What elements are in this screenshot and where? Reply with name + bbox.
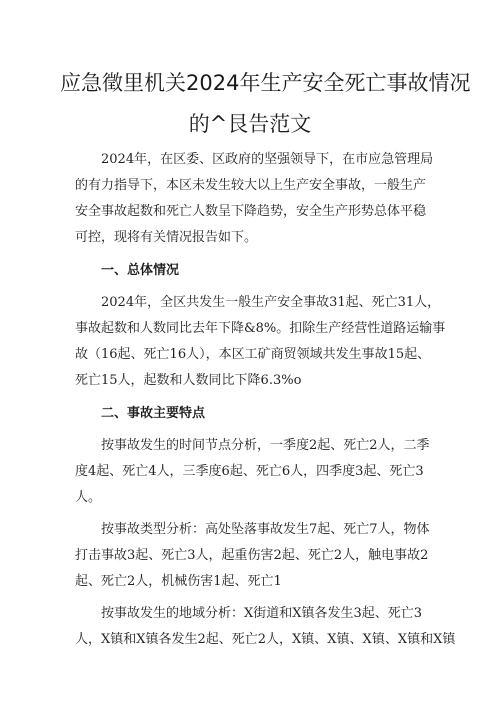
section2-p2-line-1: 按事故类型分析：高处坠落事故发生7起、死亡7人，物体 (101, 522, 430, 537)
intro-line-4: 可控，现将有关情况报告如下。 (75, 230, 258, 245)
section2-p3-line-1: 按事故发生的地域分析：X街道和X镇各发生3起、死亡3 (101, 606, 423, 621)
document-title-line-1: 应急徵里机关2024年生产安全死亡事故情况 (60, 71, 471, 95)
section1-line-4: 死亡15人，起数和人数同比下降6.3%o (75, 373, 302, 388)
section2-p2-line-3: 起、死亡2人，机械伤害1起、死亡1 (75, 574, 282, 589)
section1-line-2: 事故起数和人数同比去年下降&8%。扣除生产经营性道路运输事 (75, 321, 446, 336)
section2-p1-line-2: 度4起、死亡4人，三季度6起、死亡6人，四季度3起、死亡3 (75, 464, 424, 479)
document-title-line-2: 的^艮告范文 (188, 112, 312, 136)
section1-line-3: 故（16起、死亡16人），本区工矿商贸领域共发生事故15起、 (75, 347, 431, 362)
intro-line-1: 2024年，在区委、区政府的坚强领导下，在市应急管理局 (101, 152, 434, 167)
section2-p1-line-1: 按事故发生的时间节点分析，一季度2起、死亡2人，二季 (101, 438, 430, 453)
section-heading-features: 二、事故主要特点 (101, 406, 206, 421)
intro-line-2: 的有力指导下，本区未发生较大以上生产安全事故，一般生产 (75, 178, 427, 193)
section1-line-1: 2024年，全区共发生一般生产安全事故31起、死亡31人， (101, 295, 441, 310)
section2-p1-line-3: 人。 (75, 490, 102, 505)
section2-p3-line-2: 人，X镇和X镇各发生2起、死亡2人，X镇、X镇、X镇、X镇和X镇 (75, 632, 456, 647)
section-heading-overview: 一、总体情况 (101, 263, 180, 278)
section2-p2-line-2: 打击事故3起、死亡3人，起重伤害2起、死亡2人，触电事故2 (75, 548, 429, 563)
intro-line-3: 安全事故起数和死亡人数呈下降趋势，安全生产形势总体平稳 (75, 204, 427, 219)
